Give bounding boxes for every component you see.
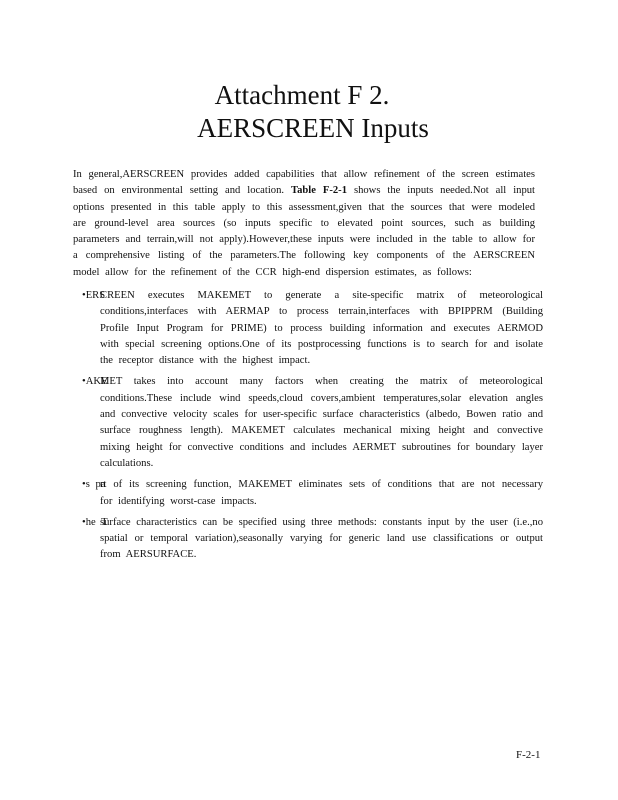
bullet-lead: •ERS	[82, 290, 106, 301]
bullet-lead: •AKE	[82, 376, 108, 388]
bullet-lead: •he T	[82, 516, 108, 528]
bullet-item	[82, 374, 543, 472]
bullet-lead: •s pa	[82, 479, 106, 491]
bullet-text: rt of its screening function, MAKEMET eliminates sets of conditions that are not necessary for identifying worst-case impacts.	[100, 479, 543, 507]
bullet-text: CREEN executes MAKEMET to generate a site-specific matrix of meteorological conditions,interfaces with AERMAP to process terrain,interfaces with BPIPPRM (Building Profile Input Program for PRIME) to process building information and executes AERMOD with special screening options.One of its postprocessing functions is to search for and isolate the receptor distance with the highest impact.	[100, 290, 543, 367]
intro-text-part1: In general,AERSCREEN provides added capabilities that allow refinement of the screen estimates based on environmental setting and location.	[73, 169, 535, 197]
intro-paragraph	[73, 167, 535, 281]
bullet-item	[82, 288, 543, 369]
page-title-line2: AERSCREEN Inputs	[197, 113, 429, 143]
bullet-item	[82, 515, 543, 564]
page-title-line1: Attachment F 2.	[214, 80, 390, 110]
table-reference: Table F-2-1	[290, 185, 347, 197]
bullet-item	[82, 477, 543, 510]
bullet-list	[82, 288, 543, 564]
bullet-text: MET takes into account many factors when creating the matrix of meteorological conditions.These include wind speeds,cloud covers,ambient temperatures,solar elevation angles and convective velocity scales for user-specific surface characteristics (albedo, Bowen ratio and surface roughness length). MAKEMET calculates mechanical mixing height and convective mixing height for convective conditions and includes AERMET subroutines for boundary layer calculations.	[100, 376, 543, 469]
bullet-text: surface characteristics can be specified using three methods: constants input by the user (i.e.,no spatial or temporal variation),seasonally varying for generic land use classifications or output from AERSURFACE.	[100, 516, 543, 561]
intro-text-part2: shows the inputs needed.Not all input options presented in this table apply to this assessment,given that the sources that were modeled are ground-level area sources (so inputs specific to elevated point sources, such as building parameters and terrain,will not apply).However,these inputs were included in the table to allow for a comprehensive listing of the parameters.The following key components of the AERSCREEN model allow for the refinement of the CCR high-end dispersion estimates, as follows:	[73, 185, 535, 278]
page-number: F-2-1	[516, 749, 541, 761]
